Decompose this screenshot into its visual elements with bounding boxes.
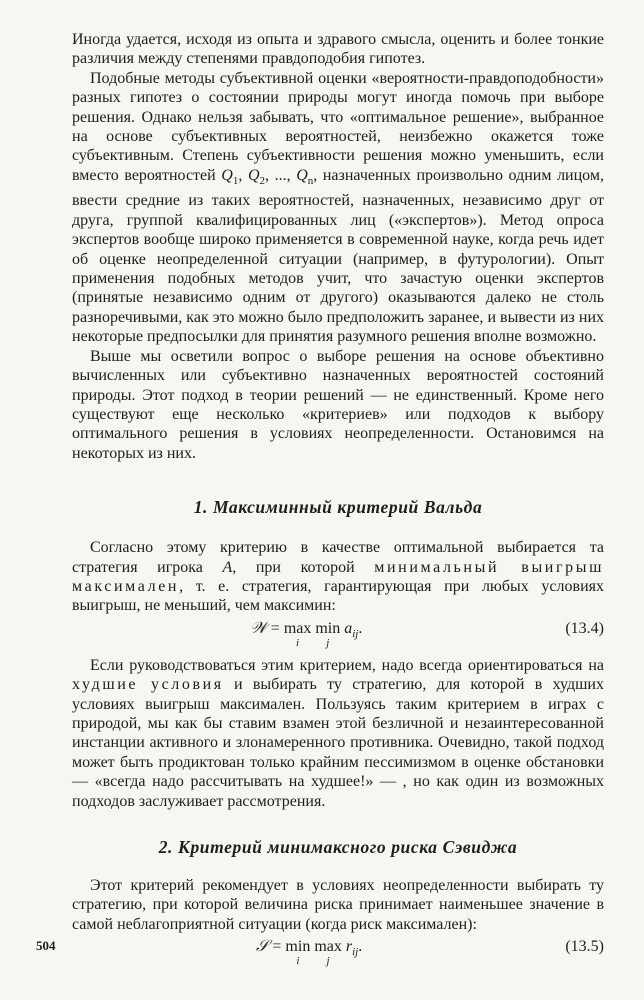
paragraph-intro: Иногда удается, исходя из опыта и здравого смысла, оценить и более тонкие различия между степенями правдоподобия гипотез. (72, 31, 604, 68)
paragraph-savage-definition: Этот критерий рекомендует в условиях неопределенности выбирать ту стратегию, при которой величина риска принимает наименьшее значение в самой неблагоприятной ситуации (когда риск максимален): (72, 877, 604, 933)
equation-number-13-4: (13.4) (565, 619, 604, 637)
paragraph-wald-explanation: Если руководствоваться этим критерием, надо всегда ориентироваться на худшие условия и выбирать ту стратегию, для которой в худших условиях выигрыш максимален. Пользуясь таким критерием в играх с природой, мы как бы ставим взамен этой безличной и незаинтересованной инстанции активного и злонамеренного противника. Очевидно, такой подход может быть продиктован только крайним пессимизмом в оценке обстановки — «всегда надо рассчитывать на худшее!» — , но как один из возможных подходов заслуживает рассмотрения. (72, 656, 604, 810)
page-number: 504 (36, 938, 56, 953)
paragraph-other-criteria: Выше мы осветили вопрос о выборе решения на основе объективно вычисленных или субъективно назначенных вероятностей состояний природы. Этот подход в теории решений — не единственный. Кроме него существуют еще несколько «критериев» или подходов к выбору оптимального решения в условиях неопределенности. Остановимся на некоторых из них. (72, 347, 604, 462)
paragraph-subjective-methods: Подобные методы субъективной оценки «вероятности-правдоподобности» разных гипотез о состоянии природы могут иногда помочь при выборе решения. Однако нельзя забывать, что «оптимальное решение», выбранное на основе субъективных вероятностей, неизбежно окажется тоже субъективным. Степень субъективности решения можно уменьшить, если вместо вероятностей $Q_1$, $Q_2$, ..., $Q_n$, назначенных произвольно одним лицом, ввести средние из таких вероятностей, назначенных, независимо друг от друга, группой квалифицированных лиц («экспертов»). Метод опроса экспертов вообще широко применяется в современной науке, когда речь идет об оценке неопределенной ситуации (например, в футурологии). Опыт применения подобных методов учит, что зачастую оценки экспертов (принятые независимо одним от другого) оказываются далеко не столь разноречивыми, как это можно было предположить заранее, и вывести из них некоторые предпосылки для принятия разумного решения вполне возможно. (72, 69, 605, 346)
page-content (72, 30, 604, 974)
equation-number-13-5: (13.5) (565, 938, 604, 956)
formula-savage: 𝒮 = min i max j $r_{ij}$. (13.5) (256, 938, 604, 968)
section-heading-wald: 1. Максиминный критерий Вальда (193, 497, 483, 518)
paragraph-wald-definition: Согласно этому критерию в качестве оптимальной выбирается та стратегия игрока A, при которой минимальный выигрыш максимален, т. е. стратегия, гарантирующая при любых условиях выигрыш, не меньший, чем максимин: (72, 539, 604, 615)
formula-wald: 𝒲 = max i min j $a_{ij}$. (13.4) (250, 619, 604, 649)
section-heading-savage: 2. Критерий минимаксного риска Сэвиджа (158, 837, 518, 857)
